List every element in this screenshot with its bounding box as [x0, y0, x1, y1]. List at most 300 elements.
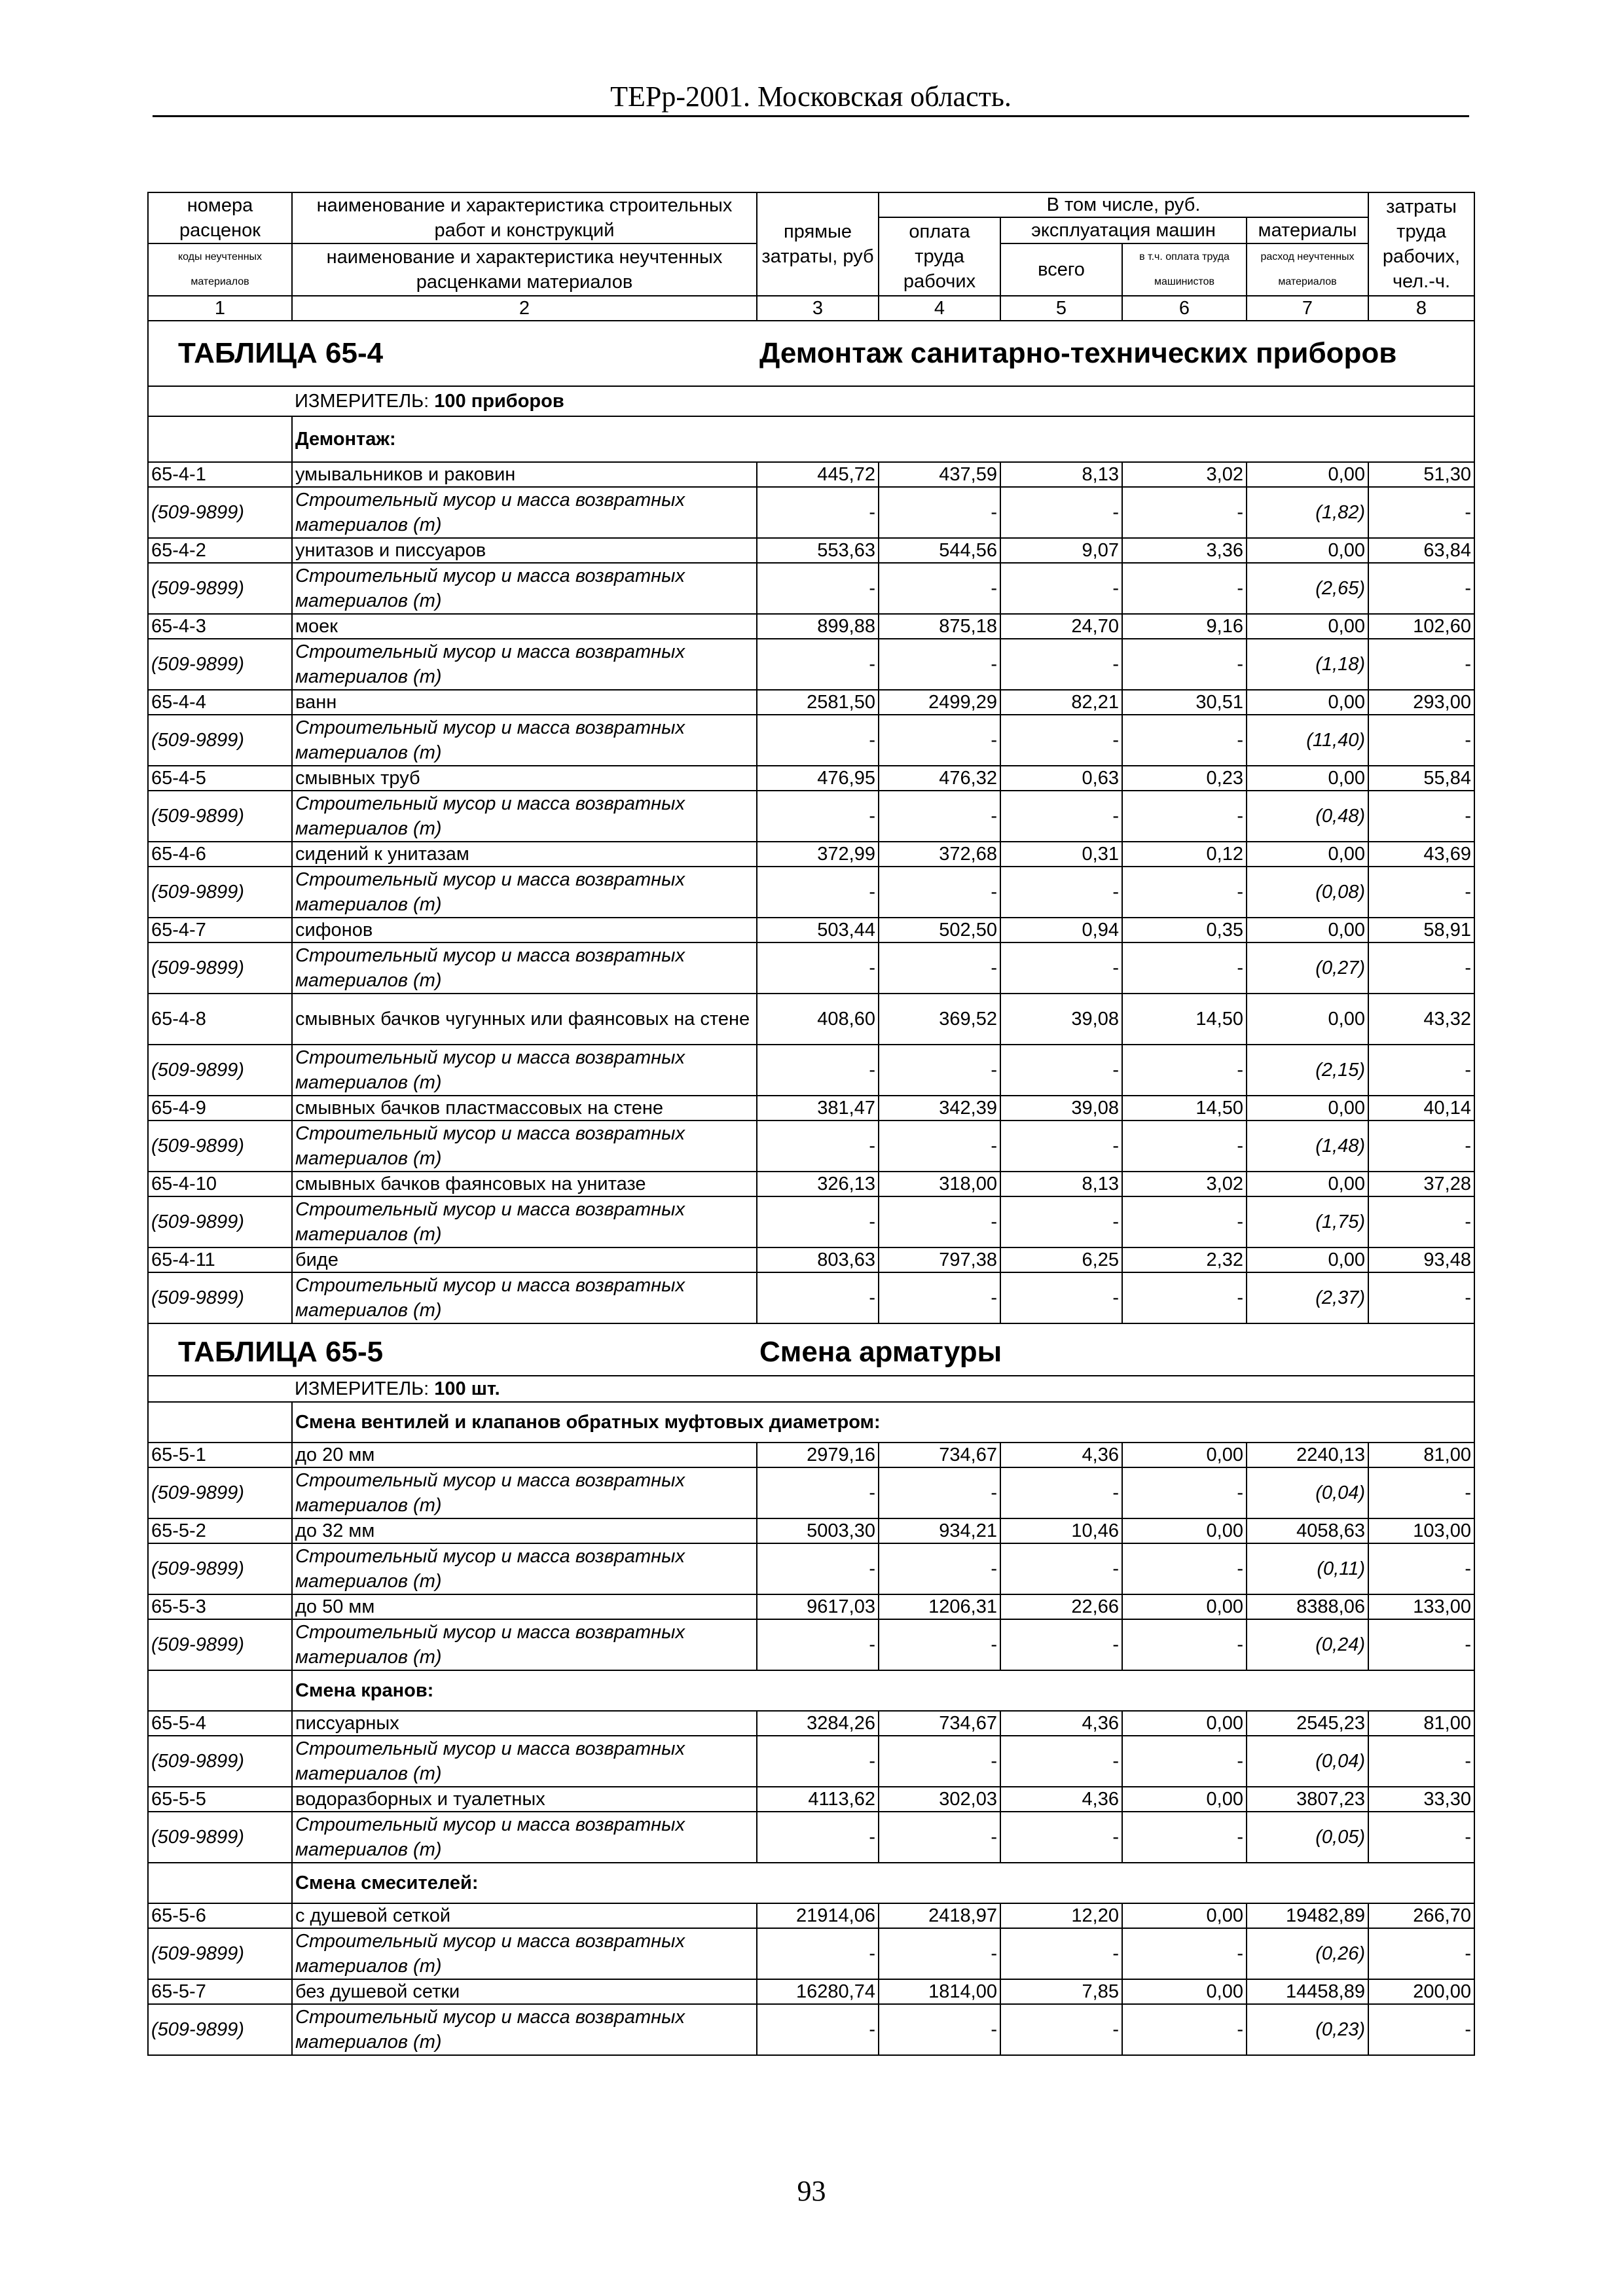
wages: 502,50 [879, 918, 1000, 942]
wages-dash: - [879, 942, 1000, 994]
labor-hours-dash: - [1368, 1543, 1474, 1594]
material-usage: (11,40) [1247, 715, 1368, 766]
col-work-name-header: наименование и характеристика строительных работ и конструкций [292, 192, 757, 243]
direct-costs-dash: - [757, 487, 879, 538]
material-row [148, 1121, 1474, 1172]
operators-wages-dash: - [1122, 715, 1247, 766]
material-code: (509-9899) [148, 487, 292, 538]
material-row [148, 1619, 1474, 1670]
col-wages-header: оплата труда рабочих [879, 217, 1000, 296]
machines-total: 39,08 [1000, 994, 1122, 1045]
machines-total-dash: - [1000, 1928, 1122, 1979]
material-usage: (0,05) [1247, 1812, 1368, 1863]
direct-costs: 372,99 [757, 842, 879, 867]
material-usage: (0,26) [1247, 1928, 1368, 1979]
rate-code: 65-4-9 [148, 1096, 292, 1121]
material-code: (509-9899) [148, 1196, 292, 1247]
direct-costs: 476,95 [757, 766, 879, 791]
work-name: писсуарных [292, 1711, 757, 1736]
table-label: ТАБЛИЦА 65-4 [148, 321, 757, 386]
machines-total-dash: - [1000, 563, 1122, 614]
direct-costs-dash: - [757, 1467, 879, 1518]
material-usage: (0,48) [1247, 791, 1368, 842]
materials-cost: 0,00 [1247, 462, 1368, 487]
operators-wages-dash: - [1122, 487, 1247, 538]
wages-dash: - [879, 1121, 1000, 1172]
wages: 437,59 [879, 462, 1000, 487]
materials-cost: 0,00 [1247, 994, 1368, 1045]
wages: 369,52 [879, 994, 1000, 1045]
operators-wages-dash: - [1122, 1121, 1247, 1172]
material-name: Строительный мусор и масса возвратных материалов (т) [292, 942, 757, 994]
materials-cost: 2240,13 [1247, 1443, 1368, 1467]
work-name: без душевой сетки [292, 1979, 757, 2004]
machines-total-dash: - [1000, 1045, 1122, 1096]
machines-total: 4,36 [1000, 1443, 1122, 1467]
machines-total-dash: - [1000, 942, 1122, 994]
material-usage: (0,23) [1247, 2004, 1368, 2055]
wages: 1206,31 [879, 1594, 1000, 1619]
operators-wages-dash: - [1122, 1045, 1247, 1096]
operators-wages: 0,12 [1122, 842, 1247, 867]
wages-dash: - [879, 1045, 1000, 1096]
material-row [148, 563, 1474, 614]
machines-total: 12,20 [1000, 1903, 1122, 1928]
wages: 734,67 [879, 1443, 1000, 1467]
measure-value: 100 шт. [434, 1378, 500, 1399]
wages-dash: - [879, 867, 1000, 918]
work-name: до 32 мм [292, 1518, 757, 1543]
labor-hours-dash: - [1368, 563, 1474, 614]
rate-code: 65-5-4 [148, 1711, 292, 1736]
operators-wages: 3,02 [1122, 462, 1247, 487]
labor-hours-dash: - [1368, 1121, 1474, 1172]
machines-total: 0,94 [1000, 918, 1122, 942]
rate-row [148, 766, 1474, 791]
work-name: до 50 мм [292, 1594, 757, 1619]
labor-hours: 55,84 [1368, 766, 1474, 791]
labor-hours-dash: - [1368, 1928, 1474, 1979]
machines-total-dash: - [1000, 1619, 1122, 1670]
col-number: 2 [292, 296, 757, 321]
material-usage: (0,27) [1247, 942, 1368, 994]
wages-dash: - [879, 1928, 1000, 1979]
subsection-row [148, 1670, 1474, 1711]
labor-hours: 200,00 [1368, 1979, 1474, 2004]
direct-costs: 4113,62 [757, 1787, 879, 1812]
material-usage: (1,48) [1247, 1121, 1368, 1172]
labor-hours-dash: - [1368, 715, 1474, 766]
col-number: 3 [757, 296, 879, 321]
direct-costs-dash: - [757, 1812, 879, 1863]
work-name: смывных бачков чугунных или фаянсовых на стене [292, 994, 757, 1045]
wages: 544,56 [879, 538, 1000, 563]
machines-total-dash: - [1000, 1812, 1122, 1863]
wages-dash: - [879, 1619, 1000, 1670]
direct-costs: 445,72 [757, 462, 879, 487]
machines-total-dash: - [1000, 1272, 1122, 1323]
operators-wages-dash: - [1122, 942, 1247, 994]
labor-hours: 266,70 [1368, 1903, 1474, 1928]
material-name: Строительный мусор и масса возвратных материалов (т) [292, 1928, 757, 1979]
direct-costs: 21914,06 [757, 1903, 879, 1928]
machines-total: 8,13 [1000, 1172, 1122, 1196]
material-usage: (1,75) [1247, 1196, 1368, 1247]
rate-code: 65-4-11 [148, 1247, 292, 1272]
direct-costs-dash: - [757, 942, 879, 994]
operators-wages-dash: - [1122, 1467, 1247, 1518]
rate-row [148, 614, 1474, 639]
labor-hours: 293,00 [1368, 690, 1474, 715]
labor-hours: 81,00 [1368, 1443, 1474, 1467]
material-code: (509-9899) [148, 1272, 292, 1323]
direct-costs-dash: - [757, 1045, 879, 1096]
machines-total-dash: - [1000, 715, 1122, 766]
wages: 476,32 [879, 766, 1000, 791]
subsection-title: Смена смесителей: [292, 1863, 1474, 1903]
materials-cost: 2545,23 [1247, 1711, 1368, 1736]
rate-row [148, 538, 1474, 563]
rate-row [148, 1787, 1474, 1812]
direct-costs-dash: - [757, 1196, 879, 1247]
materials-cost: 19482,89 [1247, 1903, 1368, 1928]
wages: 342,39 [879, 1096, 1000, 1121]
materials-cost: 4058,63 [1247, 1518, 1368, 1543]
wages-dash: - [879, 639, 1000, 690]
col-rate-number-header: номера расценок [148, 192, 292, 243]
rates-table [147, 192, 1475, 2056]
page-header: ТЕРр-2001. Московская область. [153, 77, 1469, 117]
operators-wages-dash: - [1122, 1196, 1247, 1247]
direct-costs: 2581,50 [757, 690, 879, 715]
wages: 372,68 [879, 842, 1000, 867]
machines-total-dash: - [1000, 1121, 1122, 1172]
labor-hours: 37,28 [1368, 1172, 1474, 1196]
work-name: моек [292, 614, 757, 639]
rate-row [148, 1979, 1474, 2004]
wages: 1814,00 [879, 1979, 1000, 2004]
table-label: ТАБЛИЦА 65-5 [148, 1323, 757, 1376]
rate-code: 65-5-3 [148, 1594, 292, 1619]
machines-total: 0,31 [1000, 842, 1122, 867]
materials-cost: 0,00 [1247, 614, 1368, 639]
materials-header: материалы [1247, 217, 1368, 243]
operators-wages: 0,00 [1122, 1979, 1247, 2004]
material-code: (509-9899) [148, 1812, 292, 1863]
operators-wages-dash: - [1122, 639, 1247, 690]
operators-wages-dash: - [1122, 1736, 1247, 1787]
materials-cost: 0,00 [1247, 918, 1368, 942]
material-row [148, 487, 1474, 538]
material-row [148, 942, 1474, 994]
materials-cost: 0,00 [1247, 842, 1368, 867]
machines-total-dash: - [1000, 1736, 1122, 1787]
material-row [148, 715, 1474, 766]
machines-total: 9,07 [1000, 538, 1122, 563]
table-title: Смена арматуры [757, 1323, 1474, 1376]
rate-code: 65-5-2 [148, 1518, 292, 1543]
material-code: (509-9899) [148, 1121, 292, 1172]
work-name: биде [292, 1247, 757, 1272]
operators-wages-dash: - [1122, 1272, 1247, 1323]
rate-row [148, 690, 1474, 715]
labor-hours: 133,00 [1368, 1594, 1474, 1619]
material-name: Строительный мусор и масса возвратных материалов (т) [292, 1619, 757, 1670]
material-usage: (0,11) [1247, 1543, 1368, 1594]
work-name: смывных труб [292, 766, 757, 791]
material-usage: (2,65) [1247, 563, 1368, 614]
col-direct-costs-header: прямые затраты, руб [757, 192, 879, 296]
material-usage: (0,04) [1247, 1467, 1368, 1518]
rate-code: 65-5-6 [148, 1903, 292, 1928]
material-name: Строительный мусор и масса возвратных материалов (т) [292, 487, 757, 538]
rate-code: 65-5-1 [148, 1443, 292, 1467]
operators-wages: 0,23 [1122, 766, 1247, 791]
machines-total: 4,36 [1000, 1787, 1122, 1812]
col-number: 5 [1000, 296, 1122, 321]
material-code: (509-9899) [148, 942, 292, 994]
machines-total-dash: - [1000, 639, 1122, 690]
operators-wages: 0,00 [1122, 1787, 1247, 1812]
rate-row [148, 1903, 1474, 1928]
work-name: ванн [292, 690, 757, 715]
work-name: унитазов и писсуаров [292, 538, 757, 563]
machines-total: 7,85 [1000, 1979, 1122, 2004]
materials-cost: 3807,23 [1247, 1787, 1368, 1812]
direct-costs: 381,47 [757, 1096, 879, 1121]
materials-cost: 0,00 [1247, 1247, 1368, 1272]
machines-total: 22,66 [1000, 1594, 1122, 1619]
material-name: Строительный мусор и масса возвратных материалов (т) [292, 1543, 757, 1594]
direct-costs: 899,88 [757, 614, 879, 639]
wages-dash: - [879, 1812, 1000, 1863]
direct-costs: 553,63 [757, 538, 879, 563]
operators-wages: 9,16 [1122, 614, 1247, 639]
direct-costs-dash: - [757, 1736, 879, 1787]
machines-total: 24,70 [1000, 614, 1122, 639]
subsection-title: Демонтаж: [292, 416, 1474, 462]
col-machines-total-header: всего [1000, 243, 1122, 296]
material-name: Строительный мусор и масса возвратных материалов (т) [292, 715, 757, 766]
operators-wages: 0,00 [1122, 1518, 1247, 1543]
operators-wages-dash: - [1122, 563, 1247, 614]
column-numbers-row [148, 296, 1474, 321]
machines-total: 4,36 [1000, 1711, 1122, 1736]
wages-dash: - [879, 563, 1000, 614]
machines-total: 10,46 [1000, 1518, 1122, 1543]
labor-hours-dash: - [1368, 2004, 1474, 2055]
direct-costs: 16280,74 [757, 1979, 879, 2004]
rate-row [148, 1172, 1474, 1196]
col-labor-hours-header: затраты труда рабочих, чел.-ч. [1368, 192, 1474, 296]
material-name: Строительный мусор и масса возвратных материалов (т) [292, 867, 757, 918]
direct-costs: 803,63 [757, 1247, 879, 1272]
material-name: Строительный мусор и масса возвратных материалов (т) [292, 1045, 757, 1096]
rate-row [148, 1096, 1474, 1121]
rate-row [148, 462, 1474, 487]
work-name: до 20 мм [292, 1443, 757, 1467]
labor-hours: 93,48 [1368, 1247, 1474, 1272]
material-name: Строительный мусор и масса возвратных материалов (т) [292, 791, 757, 842]
rate-code: 65-4-6 [148, 842, 292, 867]
materials-cost: 14458,89 [1247, 1979, 1368, 2004]
material-name: Строительный мусор и масса возвратных материалов (т) [292, 1196, 757, 1247]
rate-row [148, 1594, 1474, 1619]
operators-wages-dash: - [1122, 1543, 1247, 1594]
wages: 2499,29 [879, 690, 1000, 715]
operators-wages: 0,35 [1122, 918, 1247, 942]
operators-wages: 0,00 [1122, 1903, 1247, 1928]
labor-hours-dash: - [1368, 867, 1474, 918]
machines-total-dash: - [1000, 2004, 1122, 2055]
col-number: 7 [1247, 296, 1368, 321]
labor-hours-dash: - [1368, 791, 1474, 842]
machines-total-dash: - [1000, 867, 1122, 918]
labor-hours-dash: - [1368, 1619, 1474, 1670]
subsection-row [148, 1402, 1474, 1443]
subsection-row [148, 1863, 1474, 1903]
direct-costs-dash: - [757, 1928, 879, 1979]
wages-dash: - [879, 1467, 1000, 1518]
machines-total-dash: - [1000, 791, 1122, 842]
wages: 318,00 [879, 1172, 1000, 1196]
labor-hours-dash: - [1368, 1467, 1474, 1518]
wages: 734,67 [879, 1711, 1000, 1736]
material-row [148, 1543, 1474, 1594]
material-usage: (1,82) [1247, 487, 1368, 538]
operators-wages: 2,32 [1122, 1247, 1247, 1272]
operators-wages-dash: - [1122, 1928, 1247, 1979]
col-number: 6 [1122, 296, 1247, 321]
material-row [148, 791, 1474, 842]
wages-dash: - [879, 1543, 1000, 1594]
wages: 934,21 [879, 1518, 1000, 1543]
operators-wages-dash: - [1122, 2004, 1247, 2055]
labor-hours-dash: - [1368, 639, 1474, 690]
labor-hours: 40,14 [1368, 1096, 1474, 1121]
operators-wages: 14,50 [1122, 994, 1247, 1045]
material-usage: (0,24) [1247, 1619, 1368, 1670]
page-number: 93 [797, 2175, 826, 2207]
work-name: умывальников и раковин [292, 462, 757, 487]
material-usage: (2,15) [1247, 1045, 1368, 1096]
machines-header: эксплуатация машин [1000, 217, 1247, 243]
wages-dash: - [879, 1272, 1000, 1323]
rate-row [148, 1443, 1474, 1467]
wages: 302,03 [879, 1787, 1000, 1812]
direct-costs-dash: - [757, 1619, 879, 1670]
machines-total-dash: - [1000, 1543, 1122, 1594]
measure-value: 100 приборов [434, 390, 564, 412]
labor-hours: 33,30 [1368, 1787, 1474, 1812]
labor-hours-dash: - [1368, 1045, 1474, 1096]
materials-cost: 0,00 [1247, 1096, 1368, 1121]
material-row [148, 1272, 1474, 1323]
measure-row [148, 1376, 1474, 1402]
work-name: водоразборных и туалетных [292, 1787, 757, 1812]
material-name: Строительный мусор и масса возвратных материалов (т) [292, 1467, 757, 1518]
material-row [148, 1045, 1474, 1096]
col-operators-wages-header: в т.ч. оплата труда машинистов [1122, 243, 1247, 296]
labor-hours: 81,00 [1368, 1711, 1474, 1736]
material-row [148, 1812, 1474, 1863]
labor-hours: 103,00 [1368, 1518, 1474, 1543]
labor-hours-dash: - [1368, 1272, 1474, 1323]
material-row [148, 2004, 1474, 2055]
col-number: 8 [1368, 296, 1474, 321]
material-code: (509-9899) [148, 715, 292, 766]
col-number: 1 [148, 296, 292, 321]
rate-code: 65-4-1 [148, 462, 292, 487]
direct-costs: 5003,30 [757, 1518, 879, 1543]
materials-cost: 0,00 [1247, 690, 1368, 715]
rate-row [148, 994, 1474, 1045]
labor-hours: 43,69 [1368, 842, 1474, 867]
wages: 2418,97 [879, 1903, 1000, 1928]
material-code: (509-9899) [148, 1467, 292, 1518]
operators-wages: 14,50 [1122, 1096, 1247, 1121]
labor-hours: 43,32 [1368, 994, 1474, 1045]
work-name: сидений к унитазам [292, 842, 757, 867]
material-name: Строительный мусор и масса возвратных материалов (т) [292, 2004, 757, 2055]
rate-code: 65-4-5 [148, 766, 292, 791]
direct-costs-dash: - [757, 563, 879, 614]
measure-label: ИЗМЕРИТЕЛЬ: [295, 1378, 429, 1399]
rate-row [148, 1247, 1474, 1272]
rate-code: 65-4-2 [148, 538, 292, 563]
material-usage: (0,04) [1247, 1736, 1368, 1787]
subsection-row [148, 416, 1474, 462]
direct-costs: 326,13 [757, 1172, 879, 1196]
machines-total-dash: - [1000, 1196, 1122, 1247]
table-65-5-header [148, 1323, 1474, 1376]
direct-costs-dash: - [757, 791, 879, 842]
rate-code: 65-4-8 [148, 994, 292, 1045]
wages: 875,18 [879, 614, 1000, 639]
col-number: 4 [879, 296, 1000, 321]
material-code: (509-9899) [148, 563, 292, 614]
direct-costs-dash: - [757, 867, 879, 918]
material-name: Строительный мусор и масса возвратных материалов (т) [292, 1812, 757, 1863]
material-code: (509-9899) [148, 1619, 292, 1670]
rate-row [148, 1711, 1474, 1736]
wages: 797,38 [879, 1247, 1000, 1272]
operators-wages-dash: - [1122, 1812, 1247, 1863]
material-name: Строительный мусор и масса возвратных материалов (т) [292, 563, 757, 614]
work-name: сифонов [292, 918, 757, 942]
machines-total-dash: - [1000, 1467, 1122, 1518]
material-row [148, 639, 1474, 690]
rate-code: 65-4-3 [148, 614, 292, 639]
direct-costs-dash: - [757, 2004, 879, 2055]
wages-dash: - [879, 791, 1000, 842]
rate-row [148, 918, 1474, 942]
including-group-header: В том числе, руб. [879, 192, 1368, 217]
table-65-4-header [148, 321, 1474, 386]
material-name: Строительный мусор и масса возвратных материалов (т) [292, 1736, 757, 1787]
labor-hours: 51,30 [1368, 462, 1474, 487]
machines-total: 8,13 [1000, 462, 1122, 487]
operators-wages: 0,00 [1122, 1443, 1247, 1467]
direct-costs-dash: - [757, 1272, 879, 1323]
work-name: смывных бачков пластмассовых на стене [292, 1096, 757, 1121]
rate-row [148, 1518, 1474, 1543]
labor-hours: 63,84 [1368, 538, 1474, 563]
material-row [148, 1196, 1474, 1247]
material-row [148, 867, 1474, 918]
operators-wages: 0,00 [1122, 1594, 1247, 1619]
labor-hours-dash: - [1368, 1812, 1474, 1863]
